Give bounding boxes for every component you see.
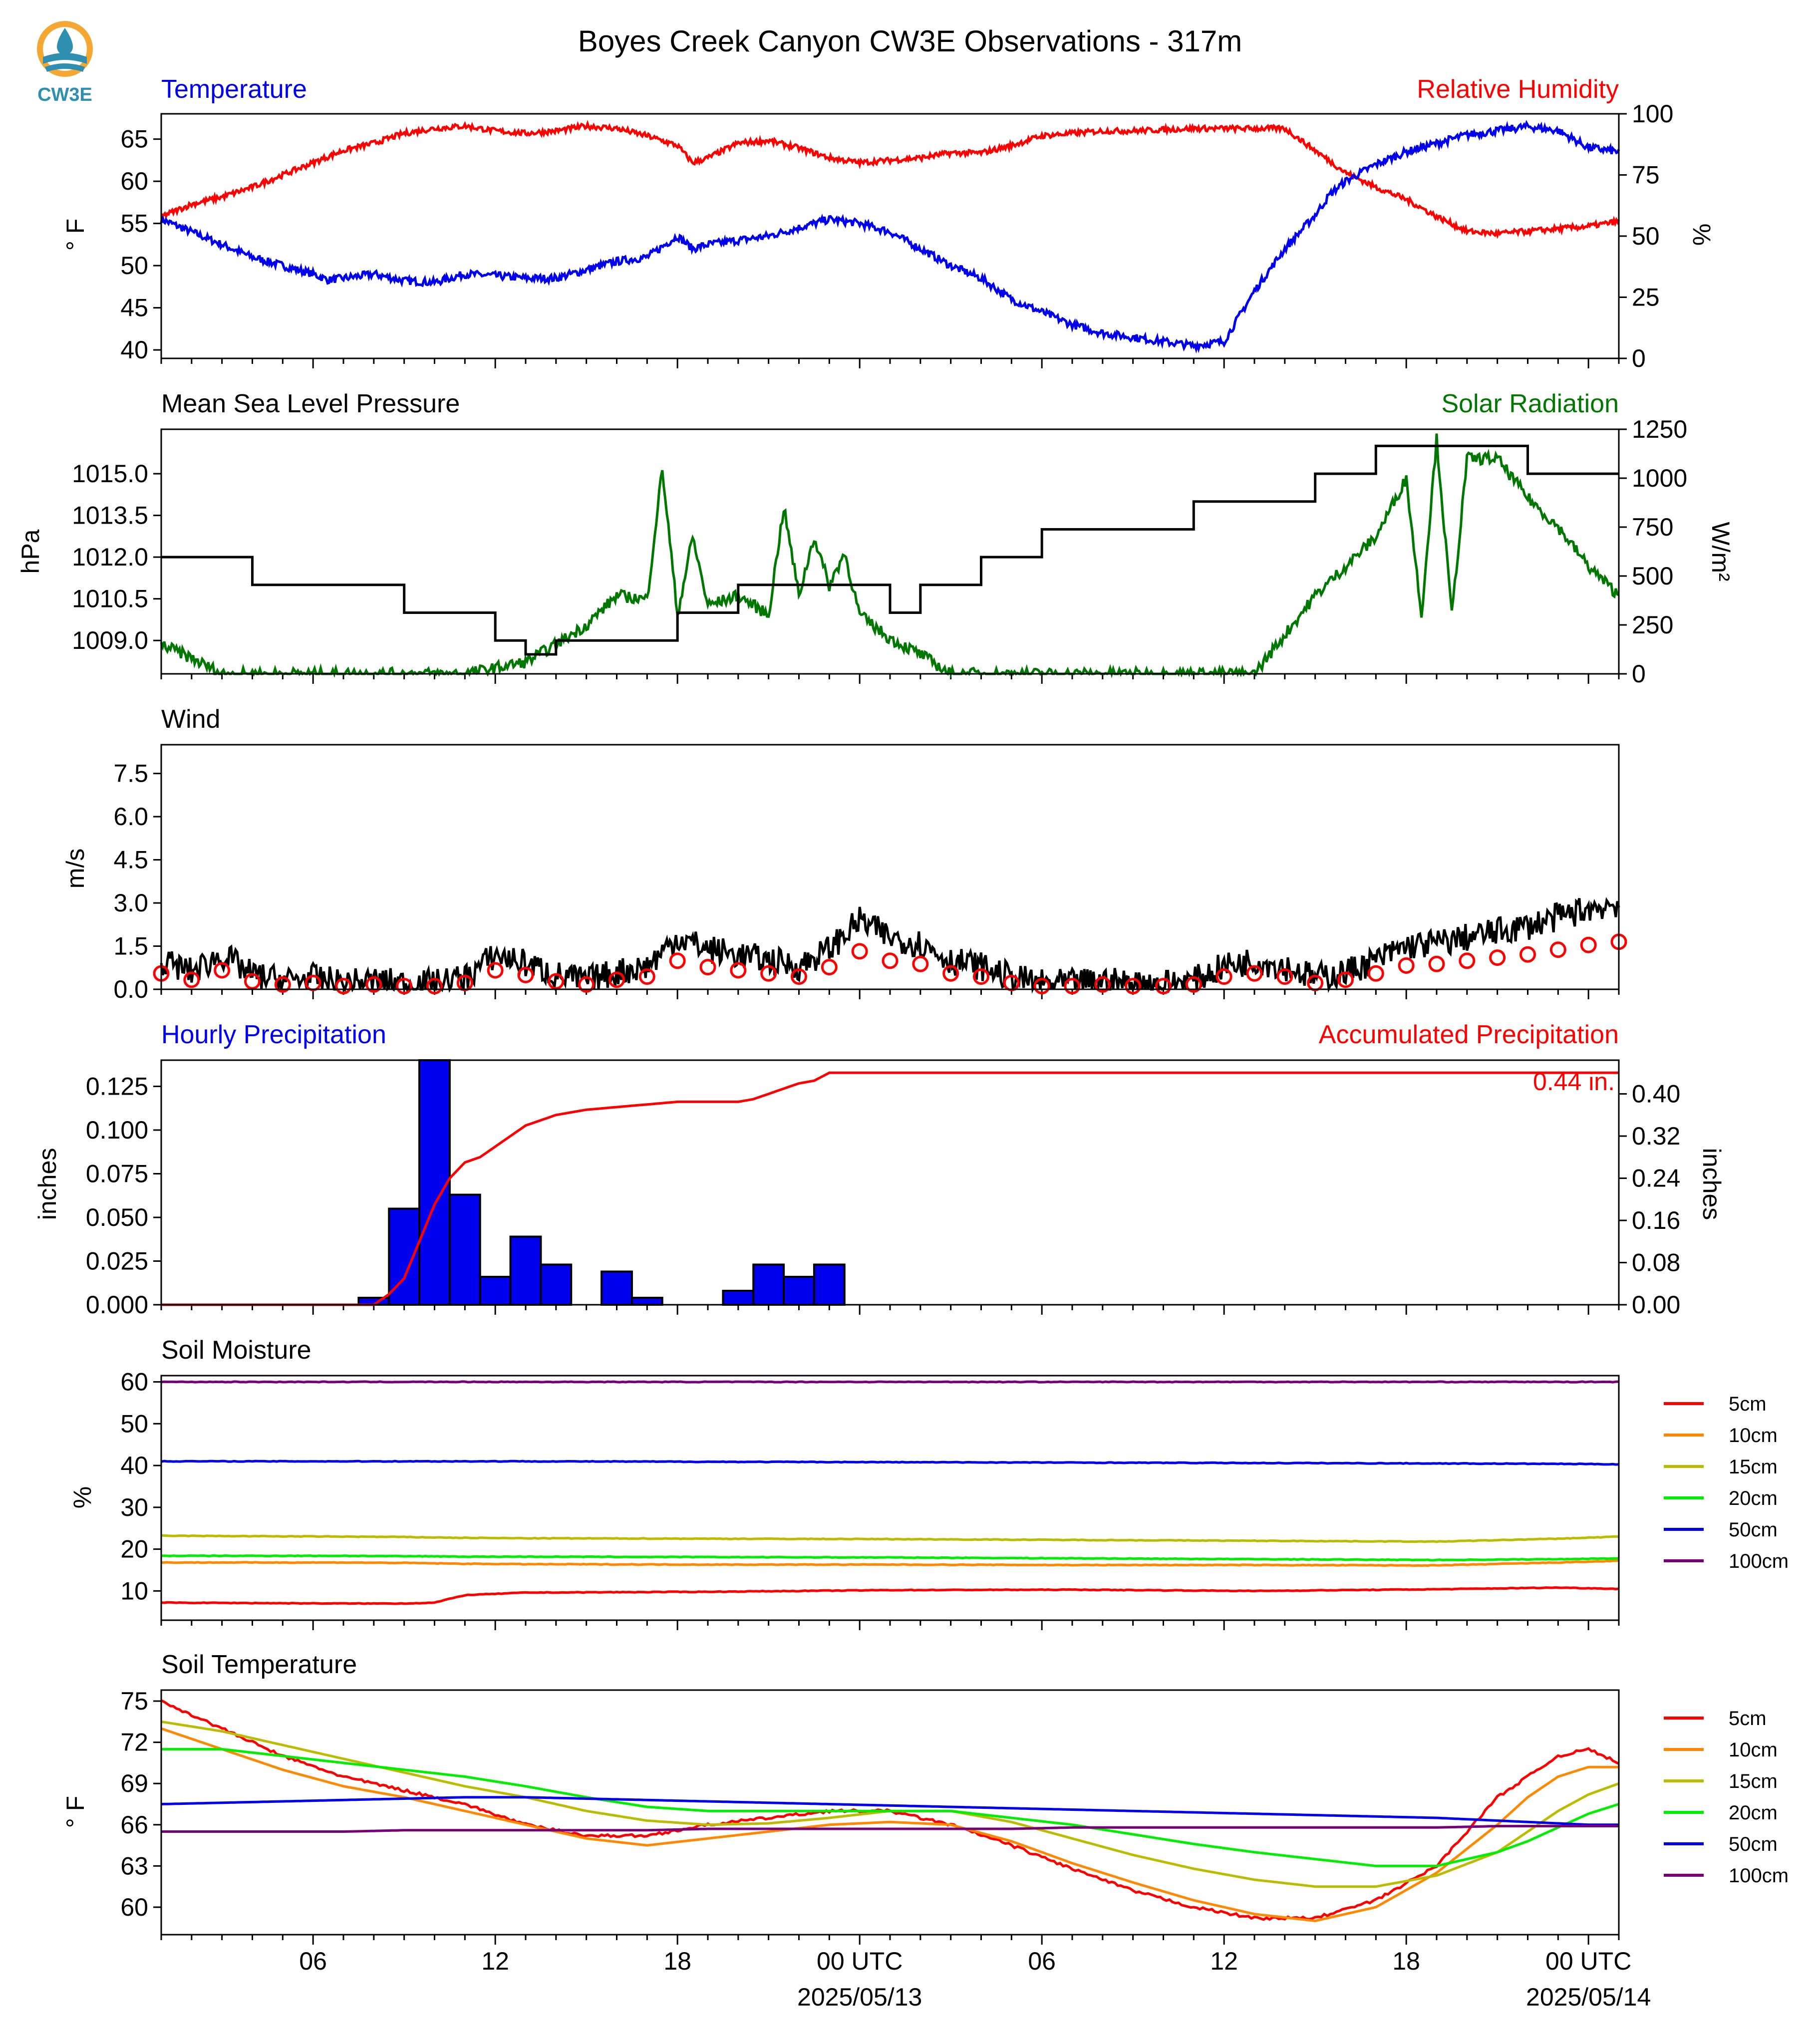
- wind-y-ticks: [113, 760, 161, 1003]
- y-tick-label: 60: [120, 167, 148, 196]
- logo-text: CW3E: [37, 84, 92, 105]
- legend-label: 20cm: [1729, 1487, 1778, 1509]
- x-tick-label: 12: [481, 1947, 509, 1975]
- y-tick-label: 10: [120, 1577, 148, 1605]
- x-tick-label: 00 UTC: [817, 1947, 903, 1975]
- temperature-title: Temperature: [161, 75, 307, 104]
- y-tick-label: 3.0: [113, 889, 148, 917]
- y-tick-label: 500: [1632, 562, 1674, 590]
- pressure-title: Mean Sea Level Pressure: [161, 389, 460, 418]
- accum-precip-line: [161, 1073, 1619, 1305]
- y-tick-label: 0.08: [1632, 1248, 1681, 1277]
- y-tick-label: 0.24: [1632, 1164, 1681, 1192]
- y-tick-label: 0: [1632, 660, 1646, 688]
- legend-label: 5cm: [1729, 1393, 1767, 1415]
- y-tick-label: 0.050: [85, 1203, 148, 1231]
- precip-bar: [632, 1298, 662, 1305]
- legend-label: 5cm: [1729, 1708, 1767, 1730]
- precip-bar: [450, 1195, 480, 1305]
- wind-calm-circle: [822, 960, 836, 974]
- legend-label: 50cm: [1729, 1519, 1778, 1541]
- legend-label: 100cm: [1729, 1550, 1789, 1572]
- chart-title: Boyes Creek Canyon CW3E Observations - 317m: [578, 24, 1242, 58]
- soil-temp-line: [161, 1722, 1619, 1886]
- y-tick-label: 25: [1632, 283, 1660, 311]
- x-tick-label: 18: [663, 1947, 691, 1975]
- legend-label: 20cm: [1729, 1802, 1778, 1824]
- y-tick-label: 65: [120, 125, 148, 153]
- y-tick-label: 63: [120, 1852, 148, 1880]
- y-tick-label: 0.32: [1632, 1122, 1681, 1151]
- soil-temp-legend: [1664, 1708, 1789, 1887]
- panel6-x-ticks: [161, 1935, 1619, 1945]
- panel-soil-moisture: [68, 1336, 1789, 1630]
- x-axis-labels: [299, 1947, 1651, 2011]
- soil-temp-line: [161, 1826, 1619, 1832]
- panel5-x-ticks: [161, 1620, 1619, 1630]
- y-tick-label: 75: [1632, 161, 1660, 189]
- x-date-label: 2025/05/13: [797, 1983, 922, 2011]
- accum-precip-y-ticks: [1619, 1080, 1680, 1319]
- y-tick-label: 50: [1632, 222, 1660, 250]
- solar-unit: W/m²: [1707, 522, 1735, 581]
- soil-moisture-line: [161, 1588, 1619, 1604]
- y-tick-label: 40: [120, 1451, 148, 1480]
- y-tick-label: 0.125: [85, 1072, 148, 1101]
- wind-unit: m/s: [61, 848, 89, 889]
- y-tick-label: 6.0: [113, 803, 148, 831]
- legend-label: 10cm: [1729, 1739, 1778, 1761]
- panel4-frame: [161, 1060, 1619, 1305]
- y-tick-label: 1010.5: [72, 584, 148, 613]
- panel2-x-ticks: [161, 674, 1619, 684]
- soil-temp-y-ticks: [120, 1687, 161, 1921]
- soil-moisture-line: [161, 1561, 1619, 1566]
- pressure-unit: hPa: [16, 529, 44, 574]
- y-tick-label: 0.100: [85, 1116, 148, 1144]
- accum-precip-title: Accumulated Precipitation: [1318, 1020, 1619, 1049]
- x-tick-label: 18: [1392, 1947, 1420, 1975]
- y-tick-label: 30: [120, 1493, 148, 1521]
- panel-wind: [61, 705, 1626, 1003]
- wind-calm-circle: [1399, 958, 1413, 972]
- y-tick-label: 20: [120, 1535, 148, 1563]
- y-tick-label: 0.16: [1632, 1206, 1681, 1235]
- soil-moisture-line: [161, 1461, 1619, 1464]
- soil-temp-line: [161, 1749, 1619, 1866]
- panel-soil-temperature: [61, 1650, 1789, 2011]
- panel1-frame: [161, 114, 1619, 358]
- y-tick-label: 1.5: [113, 932, 148, 960]
- temperature-line: [161, 123, 1619, 349]
- y-tick-label: 50: [120, 1410, 148, 1438]
- y-tick-label: 40: [120, 336, 148, 364]
- y-tick-label: 0.40: [1632, 1080, 1681, 1108]
- y-tick-label: 45: [120, 293, 148, 322]
- x-tick-label: 06: [1028, 1947, 1056, 1975]
- precip-bar: [784, 1277, 814, 1305]
- hourly-precip-bars: [358, 1060, 844, 1305]
- legend-label: 15cm: [1729, 1456, 1778, 1478]
- precip-bar: [602, 1272, 632, 1305]
- solar-title: Solar Radiation: [1441, 389, 1619, 418]
- wind-speed-line: [161, 898, 1619, 989]
- panel1-x-ticks: [161, 358, 1619, 368]
- precip-bar: [419, 1060, 450, 1305]
- panel3-x-ticks: [161, 989, 1619, 999]
- wind-calm-circle: [731, 963, 745, 977]
- y-tick-label: 66: [120, 1810, 148, 1839]
- legend-label: 10cm: [1729, 1425, 1778, 1447]
- wind-calm-circle: [1460, 954, 1474, 968]
- wind-calm-circle: [853, 944, 867, 958]
- y-tick-label: 0.000: [85, 1291, 148, 1319]
- precip-bar: [753, 1265, 784, 1305]
- soil-moisture-y-ticks: [120, 1368, 161, 1605]
- soil-moisture-unit: %: [68, 1486, 96, 1509]
- accum-precip-unit: inches: [1698, 1148, 1726, 1220]
- solar-y-ticks: [1619, 415, 1687, 688]
- y-tick-label: 750: [1632, 513, 1674, 541]
- soil-temp-title: Soil Temperature: [161, 1650, 357, 1679]
- wind-calm-circle: [701, 960, 715, 974]
- legend-label: 15cm: [1729, 1770, 1778, 1792]
- y-tick-label: 60: [120, 1368, 148, 1396]
- panel5-frame: [161, 1376, 1619, 1620]
- legend-label: 50cm: [1729, 1833, 1778, 1855]
- humidity-line: [161, 124, 1619, 235]
- humidity-unit: %: [1688, 223, 1716, 246]
- wind-calm-circle: [1521, 947, 1535, 961]
- y-tick-label: 1015.0: [72, 460, 148, 488]
- soil-temp-unit: ° F: [61, 1795, 89, 1828]
- temperature-unit: ° F: [61, 218, 89, 251]
- y-tick-label: 0: [1632, 344, 1646, 372]
- soil-temp-lines: [161, 1701, 1619, 1921]
- humidity-y-ticks: [1619, 100, 1673, 372]
- wind-calm-circle: [1369, 966, 1383, 980]
- soil-moisture-lines: [161, 1382, 1619, 1604]
- y-tick-label: 0.025: [85, 1247, 148, 1275]
- y-tick-label: 250: [1632, 611, 1674, 639]
- hourly-precip-unit: inches: [33, 1148, 61, 1220]
- precip-bar: [723, 1291, 753, 1305]
- wind-calm-circle: [1491, 951, 1505, 965]
- y-tick-label: 1009.0: [72, 626, 148, 655]
- panel-temperature-humidity: [61, 75, 1716, 372]
- y-tick-label: 0.00: [1632, 1291, 1681, 1319]
- y-tick-label: 100: [1632, 100, 1674, 128]
- y-tick-label: 7.5: [113, 759, 148, 788]
- precip-bar: [480, 1277, 511, 1305]
- y-tick-label: 0.075: [85, 1159, 148, 1188]
- wind-calm-circle: [670, 954, 684, 968]
- pressure-line: [161, 446, 1619, 654]
- y-tick-label: 50: [120, 252, 148, 280]
- panel-precipitation: [33, 1020, 1726, 1319]
- humidity-title: Relative Humidity: [1417, 75, 1619, 104]
- x-tick-label: 00 UTC: [1545, 1947, 1632, 1975]
- x-tick-label: 12: [1210, 1947, 1238, 1975]
- y-tick-label: 72: [120, 1728, 148, 1756]
- y-tick-label: 69: [120, 1769, 148, 1798]
- hourly-precip-y-ticks: [86, 1073, 161, 1319]
- wind-calm-circle: [488, 963, 502, 977]
- y-tick-label: 1000: [1632, 464, 1688, 492]
- precip-bar: [511, 1237, 541, 1305]
- x-tick-label: 06: [299, 1947, 327, 1975]
- solar-radiation-line: [161, 434, 1619, 674]
- soil-moisture-line: [161, 1555, 1619, 1560]
- pressure-y-ticks: [72, 460, 161, 654]
- y-tick-label: 55: [120, 209, 148, 238]
- precip-total-label: 0.44 in.: [1532, 1068, 1615, 1096]
- temperature-y-ticks: [120, 125, 161, 364]
- x-date-label: 2025/05/14: [1526, 1983, 1651, 2011]
- y-tick-label: 60: [120, 1893, 148, 1921]
- wind-title: Wind: [161, 705, 221, 734]
- panel4-x-ticks: [161, 1305, 1619, 1315]
- panel-pressure-solar: [16, 389, 1735, 688]
- precip-bar: [814, 1265, 845, 1305]
- soil-moisture-title: Soil Moisture: [161, 1336, 311, 1365]
- wind-calm-circle: [1581, 938, 1595, 952]
- wind-calm-circle: [913, 957, 927, 971]
- y-tick-label: 0.0: [113, 975, 148, 1003]
- y-tick-label: 1013.5: [72, 501, 148, 530]
- y-tick-label: 75: [120, 1687, 148, 1716]
- soil-moisture-line: [161, 1535, 1619, 1542]
- wind-calm-circle: [883, 954, 897, 968]
- soil-moisture-legend: [1664, 1393, 1789, 1572]
- wind-calm-circle: [1430, 957, 1444, 971]
- panel6-frame: [161, 1690, 1619, 1935]
- y-tick-label: 1250: [1632, 415, 1688, 443]
- precip-bar: [541, 1265, 571, 1305]
- legend-label: 100cm: [1729, 1865, 1789, 1887]
- hourly-precip-title: Hourly Precipitation: [161, 1020, 386, 1049]
- y-tick-label: 1012.0: [72, 543, 148, 572]
- soil-temp-line: [161, 1729, 1619, 1921]
- y-tick-label: 4.5: [113, 846, 148, 874]
- wind-calm-circle: [1551, 943, 1565, 957]
